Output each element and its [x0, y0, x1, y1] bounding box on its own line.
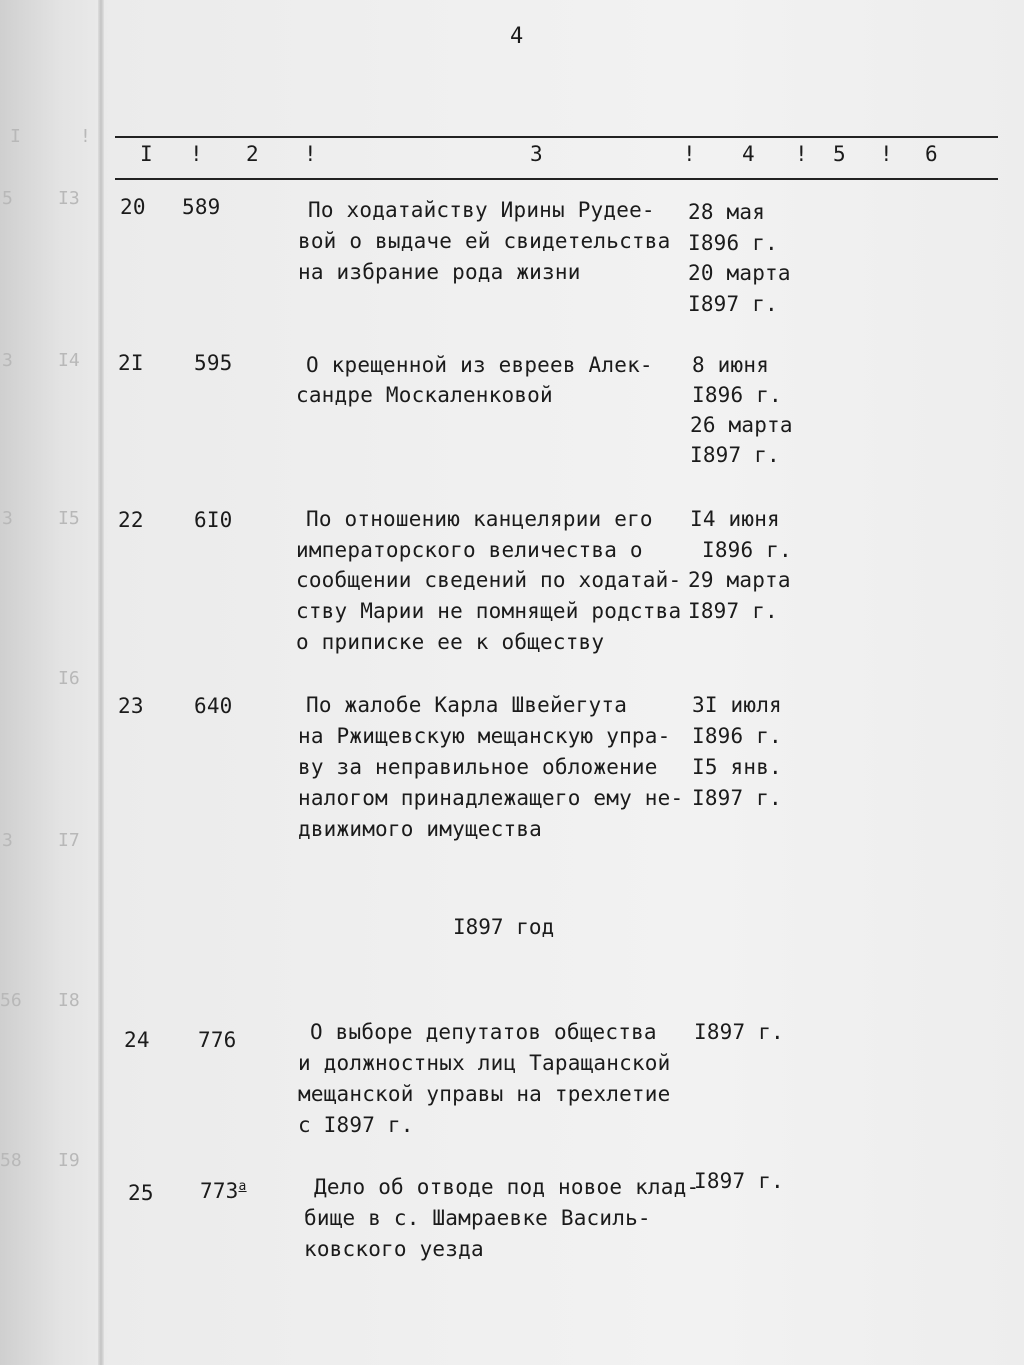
row-date-line: I897 г. — [694, 1169, 784, 1193]
row-text-line: вой о выдаче ей свидетельства — [298, 229, 671, 253]
row-date-line: 29 марта — [688, 568, 791, 592]
ghost-margin-mark: ! — [80, 126, 91, 147]
row-text-line: императорского величества о — [296, 538, 643, 562]
page-fold-shadow — [98, 0, 104, 1365]
row-number: 24 — [124, 1028, 150, 1052]
row-date-line: I897 г. — [688, 599, 778, 623]
header-separator: ! — [880, 142, 893, 166]
row-text-line: и должностных лиц Таращанской — [298, 1051, 671, 1075]
header-col-1: I — [140, 142, 153, 166]
document-number: 589 — [182, 195, 221, 219]
row-date-line: I897 г. — [694, 1020, 784, 1044]
ghost-margin-mark: I7 — [58, 830, 80, 851]
ghost-margin-mark: 5 — [2, 188, 13, 209]
row-date-line: 20 марта — [688, 261, 791, 285]
header-col-6: 6 — [925, 142, 938, 166]
row-text-line: ковского уезда — [304, 1237, 484, 1261]
row-date-line: I896 г. — [702, 538, 792, 562]
row-date-line: I897 г. — [692, 786, 782, 810]
row-text-line: ву за неправильное обложение — [298, 755, 658, 779]
header-col-2: 2 — [246, 142, 259, 166]
header-separator: ! — [304, 142, 317, 166]
document-number-suffix: а — [238, 1179, 247, 1194]
row-text-line: По жалобе Карла Швейегута — [306, 693, 628, 717]
document-number: 595 — [194, 351, 233, 375]
row-date-line: 28 мая — [688, 200, 766, 224]
row-text-line: О выборе депутатов общества — [310, 1020, 657, 1044]
row-text-line: По отношению канцелярии его — [306, 507, 653, 531]
ghost-margin-mark: I — [10, 126, 21, 147]
ghost-margin-mark: 58 — [0, 1150, 22, 1171]
ghost-margin-mark: I3 — [58, 188, 80, 209]
ghost-margin-mark: 3 — [2, 350, 13, 371]
row-date-line: I5 янв. — [692, 755, 782, 779]
document-number: 6I0 — [194, 508, 233, 532]
ghost-margin-mark: 56 — [0, 990, 22, 1011]
header-col-5: 5 — [833, 142, 846, 166]
row-number: 2I — [118, 351, 144, 375]
row-date-line: 26 марта — [690, 413, 793, 437]
row-text-line: бище в с. Шамраевке Василь- — [304, 1206, 651, 1230]
header-col-3: 3 — [530, 142, 543, 166]
document-number: 776 — [198, 1028, 237, 1052]
document-number: 640 — [194, 694, 233, 718]
row-text-line: ству Марии не помнящей родства — [296, 599, 682, 623]
row-date-line: 3I июля — [692, 693, 782, 717]
row-text-line: налогом принадлежащего ему не- — [298, 786, 684, 810]
row-text-line: движимого имущества — [298, 817, 543, 841]
document-number-main: 773 — [200, 1179, 239, 1203]
row-date-line: I896 г. — [688, 231, 778, 255]
row-date-line: I896 г. — [692, 383, 782, 407]
header-separator: ! — [683, 142, 696, 166]
ghost-margin-mark: I4 — [58, 350, 80, 371]
row-text-line: мещанской управы на трехлетие — [298, 1082, 671, 1106]
ghost-margin-mark: 3 — [2, 830, 13, 851]
row-date-line: 8 июня — [692, 353, 770, 377]
row-number: 25 — [128, 1181, 154, 1205]
row-number: 23 — [118, 694, 144, 718]
row-text-line: сандре Москаленковой — [296, 383, 553, 407]
page-number: 4 — [510, 24, 524, 49]
header-rule-bottom — [115, 178, 998, 180]
ghost-margin-mark: 3 — [2, 508, 13, 529]
document-number — [200, 1172, 247, 1206]
ghost-margin-mark: I6 — [58, 668, 80, 689]
row-text-line: на Ржищевскую мещанскую упра- — [298, 724, 671, 748]
row-text-line: сообщении сведений по ходатай- — [296, 568, 682, 592]
row-number: 20 — [120, 195, 146, 219]
header-rule-top — [115, 136, 998, 138]
ghost-margin-mark: I8 — [58, 990, 80, 1011]
ghost-margin-mark: I5 — [58, 508, 80, 529]
row-text-line: Дело об отводе под новое клад- — [314, 1175, 700, 1199]
row-date-line: I897 г. — [688, 292, 778, 316]
row-date-line: I4 июня — [690, 507, 780, 531]
row-date-line: I896 г. — [692, 724, 782, 748]
header-col-4: 4 — [742, 142, 755, 166]
ghost-margin-mark: I9 — [58, 1150, 80, 1171]
header-separator: ! — [190, 142, 203, 166]
header-separator: ! — [795, 142, 808, 166]
row-date-line: I897 г. — [690, 443, 780, 467]
row-text-line: на избрание рода жизни — [298, 260, 581, 284]
row-number: 22 — [118, 508, 144, 532]
row-text-line: По ходатайству Ирины Рудее- — [308, 198, 655, 222]
row-text-line: О крещенной из евреев Алек- — [306, 353, 653, 377]
section-heading-year: I897 год — [453, 915, 555, 939]
row-text-line: о приписке ее к обществу — [296, 630, 605, 654]
row-text-line: с I897 г. — [298, 1113, 414, 1137]
